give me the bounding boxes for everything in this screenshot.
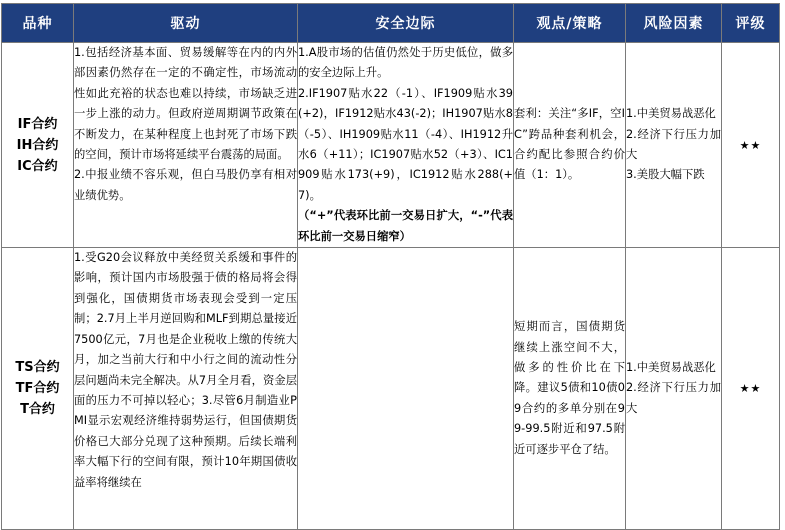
basis-change-note: （“+”代表环比前一交易日扩大，“-”代表环比前一交易日缩窄） xyxy=(298,209,513,243)
product-name: IH合约 xyxy=(16,137,59,153)
header-row xyxy=(2,4,780,43)
product-name: TS合约 xyxy=(15,360,60,376)
driver-cell xyxy=(74,43,298,248)
header-view-strategy: 观点/策略 xyxy=(514,4,626,43)
product-cell xyxy=(2,248,74,530)
header-risk-factors: 风险因素 xyxy=(626,4,722,43)
product-cell xyxy=(2,43,74,248)
safety-paragraph: 2.IF1907贴水22（-1）、IF1909贴水39(+2)，IF1912贴水43(-2)；IH1907贴水8（-5）、IH1909贴水11（-4）、IH1912升水6（+11）；IC1907贴水52（+3）、IC1909贴水173(+9)，IC1912贴水288(+7)。 xyxy=(298,86,513,202)
table-row xyxy=(2,248,780,530)
risk-cell xyxy=(626,248,722,530)
header-driver: 驱动 xyxy=(74,4,298,43)
driver-paragraph: 1.受G20会议释放中美经贸关系缓和事件的影响，预计国内市场股强于债的格局将会得到强化，国债期货市场表现会受到一定压制；2.7月上半月逆回购和MLF到期总量接近7500亿元，7月也是企业税收上缴的传统大月，加之当前大行和中小行之间的流动性分层问题尚未完全解决。从7月全月看，资金层面的压力不可掉以轻心；3.尽管6月制造业PMI显示宏观经济维持弱势运行，但国债期货价格已大部分兑现了这种预期。后续长端利率大幅下行的空间有限，预计10年期国债收益率将继续在 xyxy=(74,251,297,489)
risk-item: 1.中美贸易战恶化 xyxy=(626,360,716,374)
risk-item: 2.经济下行压力加大 xyxy=(626,127,721,162)
rating-stars: ★★ xyxy=(722,43,780,248)
view-strategy-cell: 套利：关注“多IF，空IC”跨品种套利机会，合约配比参照合约价值（1：1）。 xyxy=(514,43,626,248)
driver-paragraph: 2.中报业绩不容乐观，但白马股仍享有相对业绩优势。 xyxy=(74,168,297,202)
safety-margin-cell xyxy=(298,248,514,530)
product-name: IF合约 xyxy=(17,116,58,132)
risk-cell xyxy=(626,43,722,248)
safety-margin-cell xyxy=(298,43,514,248)
product-name: IC合约 xyxy=(17,158,58,174)
table-row xyxy=(2,43,780,248)
risk-item: 3.美股大幅下跌 xyxy=(626,168,705,182)
safety-paragraph: 1.A股市场的估值仍然处于历史低位，做多的安全边际上升。 xyxy=(298,46,513,80)
view-strategy-cell: 短期而言，国债期货继续上涨空间不大，做多的性价比在下降。建议5债和10债09合约的多单分别在99-99.5附近和97.5附近可逐步平仓了结。 xyxy=(514,248,626,530)
rating-stars: ★★ xyxy=(722,248,780,530)
header-rating: 评级 xyxy=(722,4,780,43)
risk-item: 1.中美贸易战恶化 xyxy=(626,107,716,121)
strategy-table xyxy=(1,3,780,530)
driver-clip xyxy=(74,248,297,528)
driver-cell xyxy=(74,248,298,530)
driver-paragraph: 1.包括经济基本面、贸易缓解等在内的内外部因素仍然存在一定的不确定性，市场流动性如此充裕的状态也难以持续，市场缺乏进一步上涨的动力。但政府逆周期调节政策在不断发力，在某种程度上也封死了市场下跌的空间，预计市场将延续平台震荡的局面。 xyxy=(74,46,297,162)
header-safety-margin: 安全边际 xyxy=(298,4,514,43)
header-product: 品种 xyxy=(2,4,74,43)
product-name: TF合约 xyxy=(15,381,60,397)
risk-item: 2.经济下行压力加大 xyxy=(626,381,721,415)
product-name: T合约 xyxy=(20,402,55,418)
